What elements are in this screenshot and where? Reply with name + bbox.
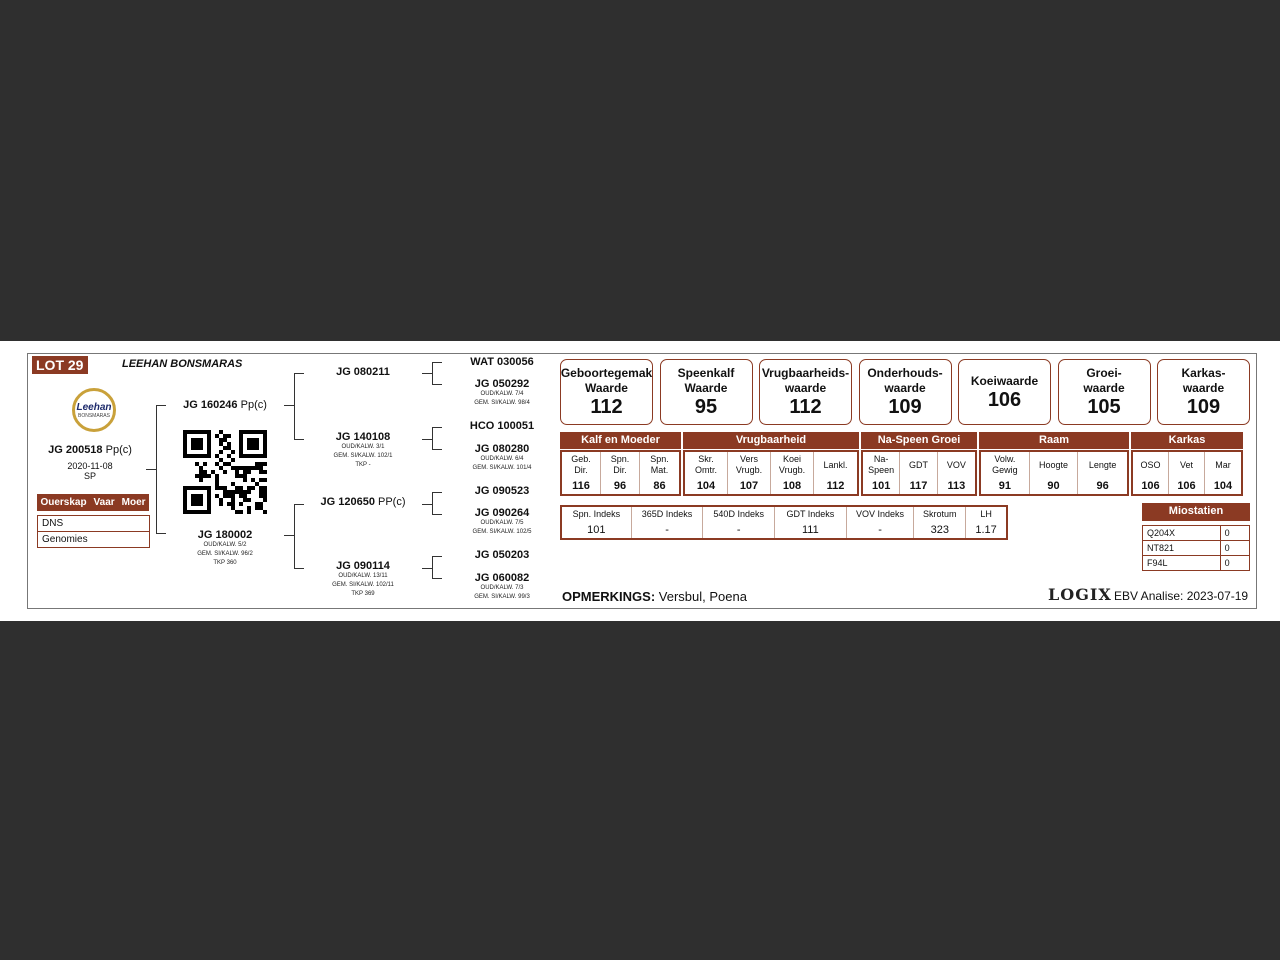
great-grandparent: JG 050203 <box>474 549 530 561</box>
grandparent: JG 090114 OUD/KALW. 13/11 GEM. SI/KALW. 102/11 TKP 369 <box>332 560 394 597</box>
index-cell: Spn. Indeks 101 <box>562 507 632 538</box>
ebv-cell: Lengte 96 <box>1088 459 1117 492</box>
grandparent: JG 080211 <box>336 366 390 378</box>
group-values <box>1131 450 1243 496</box>
ebv-cell: VOV 113 <box>946 459 966 492</box>
group-header: Kalf en Moeder <box>560 432 681 449</box>
animal-date: 2020-11-08 <box>67 461 113 471</box>
group-header: Vrugbaarheid <box>683 432 859 449</box>
ebv-cell: Vet 106 <box>1169 452 1205 494</box>
ebv-cell: OSO 106 <box>1133 452 1169 494</box>
value-card: Groei- waarde 105 <box>1058 359 1151 425</box>
ownership-row-genomics: Genomies <box>38 532 150 548</box>
myostatin-header: Miostatien <box>1142 503 1250 521</box>
dam-info <box>173 529 277 568</box>
ebv-cell: Koei Vrugb. 108 <box>771 452 814 494</box>
group-header: Karkas <box>1131 432 1243 449</box>
great-grandparent: JG 080280 OUD/KALW. 6/4 GEM. SI/KALW. 101/4 <box>472 443 532 471</box>
index-cell: 540D Indeks - <box>703 507 775 538</box>
group-values <box>979 450 1129 496</box>
ebv-cell: Geb. Dir. 116 <box>562 452 601 494</box>
qr-code[interactable] <box>183 430 267 514</box>
dam-line: OUD/KALW. 5/2 <box>203 542 247 548</box>
index-cell: LH 1.17 <box>975 509 997 536</box>
great-grandparent: WAT 030056 <box>470 356 534 368</box>
ebv-date: EBV Analise: 2023-07-19 <box>1114 589 1249 603</box>
index-cell: 365D Indeks - <box>632 507 704 538</box>
value-card: Speenkalf Waarde 95 <box>660 359 753 425</box>
grandparent: JG 140108 OUD/KALW. 3/1 GEM. SI/KALW. 102/1 TKP - <box>333 431 393 468</box>
value-card: Geboortegemak Waarde 112 <box>560 359 653 425</box>
grandparent: JG 120650 PP(c) <box>320 496 406 508</box>
value-card: Vrugbaarheids- waarde 112 <box>759 359 852 425</box>
myostatin-row: NT821 0 <box>1143 541 1250 556</box>
value-card: Koeiwaarde 106 <box>958 359 1051 425</box>
lot-number: LOT 29 <box>32 356 88 374</box>
dam-line: GEM. SI/KALW. 96/2 <box>197 551 253 557</box>
logix-logo: LOGIX <box>1048 585 1112 604</box>
index-cell: Skrotum 323 <box>914 507 966 538</box>
ownership-row-dns: DNS <box>38 516 150 532</box>
ebv-cell: Mar 104 <box>1213 459 1233 492</box>
ebv-cell: GDT 117 <box>900 452 937 494</box>
ebv-cell: Skr. Omtr. 104 <box>685 452 728 494</box>
animal-id: JG 200518 Pp(c) <box>48 444 132 456</box>
index-cell: VOV Indeks - <box>847 507 915 538</box>
ebv-cell: Lankl. 112 <box>823 459 848 492</box>
value-card: Karkas- waarde 109 <box>1157 359 1250 425</box>
ebv-cell: Spn. Mat. 86 <box>650 454 669 492</box>
farm-logo <box>72 388 116 432</box>
ebv-cell: Volw. Gewig 91 <box>981 452 1030 494</box>
logo-sub: BONSMARAS <box>78 412 110 419</box>
group-header: Na-Speen Groei <box>861 432 977 449</box>
ownership-table <box>37 515 150 548</box>
great-grandparent: JG 060082 OUD/KALW. 7/3 GEM. SI/KALW. 99/3 <box>474 572 530 600</box>
ebv-cell: Spn. Dir. 96 <box>601 452 640 494</box>
logo-text: Leehan <box>76 401 112 413</box>
index-cell: GDT Indeks 111 <box>775 507 847 538</box>
great-grandparent: JG 050292 OUD/KALW. 7/4 GEM. SI/KALW. 98/4 <box>474 378 530 406</box>
group-values <box>560 450 681 496</box>
dam-id: JG 180002 <box>197 529 253 541</box>
value-card: Onderhouds- waarde 109 <box>859 359 952 425</box>
myostatin-row: Q204X 0 <box>1143 526 1250 541</box>
ebv-cell: Na- Speen 101 <box>863 452 900 494</box>
group-values <box>683 450 859 496</box>
great-grandparent: JG 090523 <box>474 485 530 497</box>
farm-name: LEEHAN BONSMARAS <box>122 358 243 370</box>
myostatin-table <box>1142 525 1250 571</box>
great-grandparent: HCO 100051 <box>469 420 535 432</box>
animal-info <box>38 444 142 481</box>
group-header: Raam <box>979 432 1129 449</box>
dam-line: TKP 360 <box>213 560 237 566</box>
index-table <box>560 505 1008 540</box>
group-values <box>861 450 977 496</box>
myostatin-row: F94L 0 <box>1143 556 1250 571</box>
remarks: OPMERKINGS: Versbul, Poena <box>562 589 747 604</box>
animal-code: SP <box>83 471 96 481</box>
lot-card <box>27 353 1257 609</box>
ebv-cell: Vers Vrugb. 107 <box>728 452 771 494</box>
lot-sheet <box>0 341 1280 621</box>
ownership-header: Ouerskap Vaar Moer <box>37 494 149 511</box>
great-grandparent: JG 090264 OUD/KALW. 7/5 GEM. SI/KALW. 102/5 <box>472 507 532 535</box>
ebv-cell: Hoogte 90 <box>1030 452 1079 494</box>
sire-id: JG 160246 Pp(c) <box>183 399 267 411</box>
